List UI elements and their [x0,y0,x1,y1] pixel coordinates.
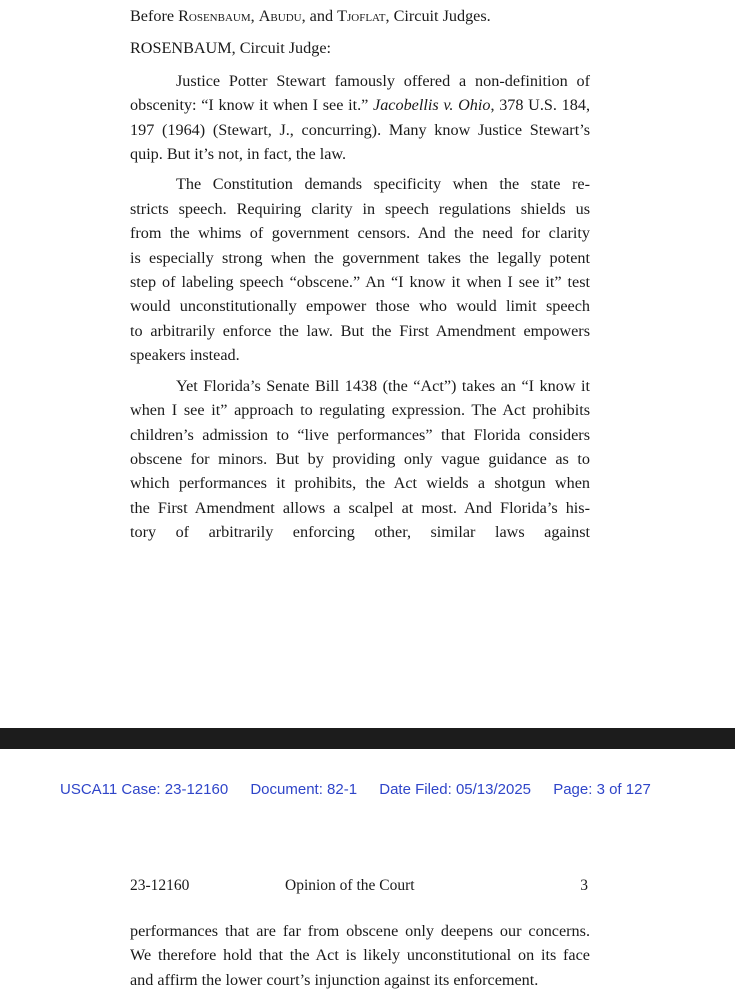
author-line: ROSENBAUM, Circuit Judge: [130,39,332,58]
text-line: which performances it prohibits, the Act wields a shotgun when [130,474,590,493]
judge-abudu: Abudu [258,7,302,25]
separator-2: , and [301,7,338,25]
text-line: when I see it” approach to regulating expression. The Act prohibits [130,401,590,420]
before-suffix: , Circuit Judges. [385,7,491,25]
text-line: obscene for minors. But by providing only vague guidance as to [130,449,590,468]
running-head-page-number: 3 [580,877,588,894]
running-head-title: Opinion of the Court [285,877,415,894]
running-head-case-number: 23-12160 [130,877,190,894]
stamp-page: Page: 3 of 127 [553,781,651,798]
judge-rosenbaum: Rosenbaum [178,7,251,25]
text-line: from the whims of government censors. And the need for clarity [130,224,590,243]
text-line: Yet Florida’s Senate Bill 1438 (the “Act”) takes an “I know it [176,376,590,395]
before-prefix: Before [130,7,179,25]
panel-line [130,4,590,28]
text-line: speakers instead. [130,346,240,365]
judge-tjoflat: Tjoflat [337,7,386,25]
case-citation: Jacobellis v. Ohio [373,96,491,115]
text-line: performances that are far from obscene only deepens our concerns. [130,922,590,940]
paragraph-3 [130,374,590,545]
text-segment: obscenity: “I know it when I see it.” [130,96,374,115]
separator-1: , [250,7,259,25]
text-line: Justice Potter Stewart famously offered a non-definition of [176,71,590,90]
text-line: We therefore hold that the Act is likely unconstitutional on its face [130,946,590,965]
opinion-body-top [130,4,590,551]
text-line: tory of arbitrarily enforcing other, similar laws against [130,523,590,542]
text-line: to arbitrarily enforce the law. But the First Amendment empowers [130,321,590,340]
stamp-document: Document: 82-1 [250,781,358,798]
text-line: quip. But it’s not, in fact, the law. [130,145,347,164]
text-line: is especially strong when the government takes the legally potent [130,248,590,267]
paragraph-2 [130,172,590,367]
text-line: 197 (1964) (Stewart, J., concurring). Many know Justice Stewart’s [130,120,590,139]
filing-stamp [60,781,700,798]
stamp-date-filed: Date Filed: 05/13/2025 [379,781,532,798]
stamp-case: USCA11 Case: 23-12160 [60,781,229,798]
text-line: and affirm the lower court’s injunction against its enforcement. [130,970,539,989]
text-line: children’s admission to “live performances” that Florida considers [130,425,590,444]
text-line: the First Amendment allows a scalpel at most. And Florida’s his- [130,498,590,517]
page-divider [0,728,735,749]
text-line: The Constitution demands specificity when the state re- [176,175,590,194]
text-line: step of labeling speech “obscene.” An “I know it when I see it” test [130,273,590,292]
text-line [130,93,590,117]
running-head [130,877,590,899]
paragraph-1 [130,69,590,167]
text-segment: , 378 U.S. 184, [490,96,590,115]
opinion-body-bottom [130,919,590,992]
text-line: stricts speech. Requiring clarity in speech regulations shields us [130,199,590,218]
text-line: would unconstitutionally empower those who would limit speech [130,297,590,316]
